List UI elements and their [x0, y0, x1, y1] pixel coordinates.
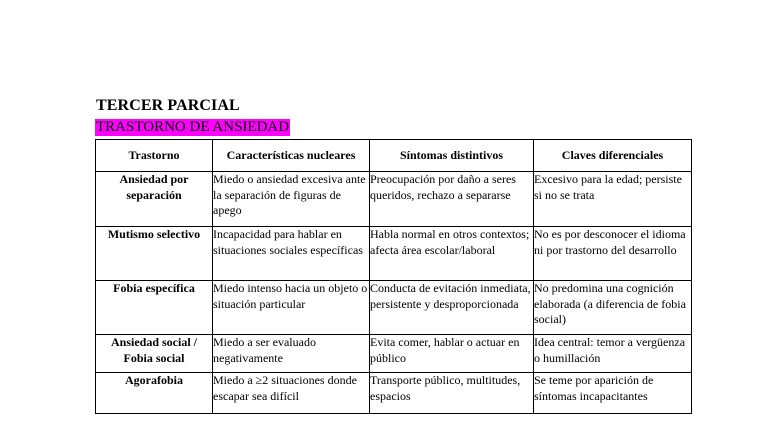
core-features-cell: Miedo a ser evaluado negativamente: [213, 335, 370, 373]
disorder-name: Ansiedad por separación: [96, 172, 213, 227]
table-row: [96, 281, 692, 335]
table-row: [96, 227, 692, 281]
disorder-name: Fobia específica: [96, 281, 213, 335]
section-title: TRASTORNO DE ANSIEDAD: [96, 119, 290, 135]
header-core-features: Características nucleares: [213, 140, 370, 172]
header-disorder: Trastorno: [96, 140, 213, 172]
anxiety-disorders-table: [95, 139, 692, 414]
core-features-cell: Incapacidad para hablar en situaciones sociales específicas: [213, 227, 370, 281]
symptoms-cell: Preocupación por daño a seres queridos, rechazo a separarse: [370, 172, 534, 227]
page-title: TERCER PARCIAL: [96, 97, 240, 114]
differential-keys-cell: No predomina una cognición elaborada (a diferencia de fobia social): [534, 281, 692, 335]
differential-keys-cell: Idea central: temor a vergüenza o humillación: [534, 335, 692, 373]
symptoms-cell: Evita comer, hablar o actuar en público: [370, 335, 534, 373]
symptoms-cell: Transporte público, multitudes, espacios: [370, 373, 534, 414]
core-features-cell: Miedo intenso hacia un objeto o situación particular: [213, 281, 370, 335]
differential-keys-cell: Excesivo para la edad; persiste si no se trata: [534, 172, 692, 227]
disorder-name: Mutismo selectivo: [96, 227, 213, 281]
table-row: [96, 373, 692, 414]
core-features-cell: Miedo a ≥2 situaciones donde escapar sea difícil: [213, 373, 370, 414]
core-features-cell: Miedo o ansiedad excesiva ante la separación de figuras de apego: [213, 172, 370, 227]
disorder-name: Ansiedad social / Fobia social: [96, 335, 213, 373]
table-row: [96, 335, 692, 373]
differential-keys-cell: Se teme por aparición de síntomas incapacitantes: [534, 373, 692, 414]
table-header-row: [96, 140, 692, 172]
disorder-name: Agorafobia: [96, 373, 213, 414]
table-row: [96, 172, 692, 227]
symptoms-cell: Habla normal en otros contextos; afecta área escolar/laboral: [370, 227, 534, 281]
header-distinctive-symptoms: Síntomas distintivos: [370, 140, 534, 172]
differential-keys-cell: No es por desconocer el idioma ni por trastorno del desarrollo: [534, 227, 692, 281]
symptoms-cell: Conducta de evitación inmediata, persistente y desproporcionada: [370, 281, 534, 335]
header-differential-keys: Claves diferenciales: [534, 140, 692, 172]
